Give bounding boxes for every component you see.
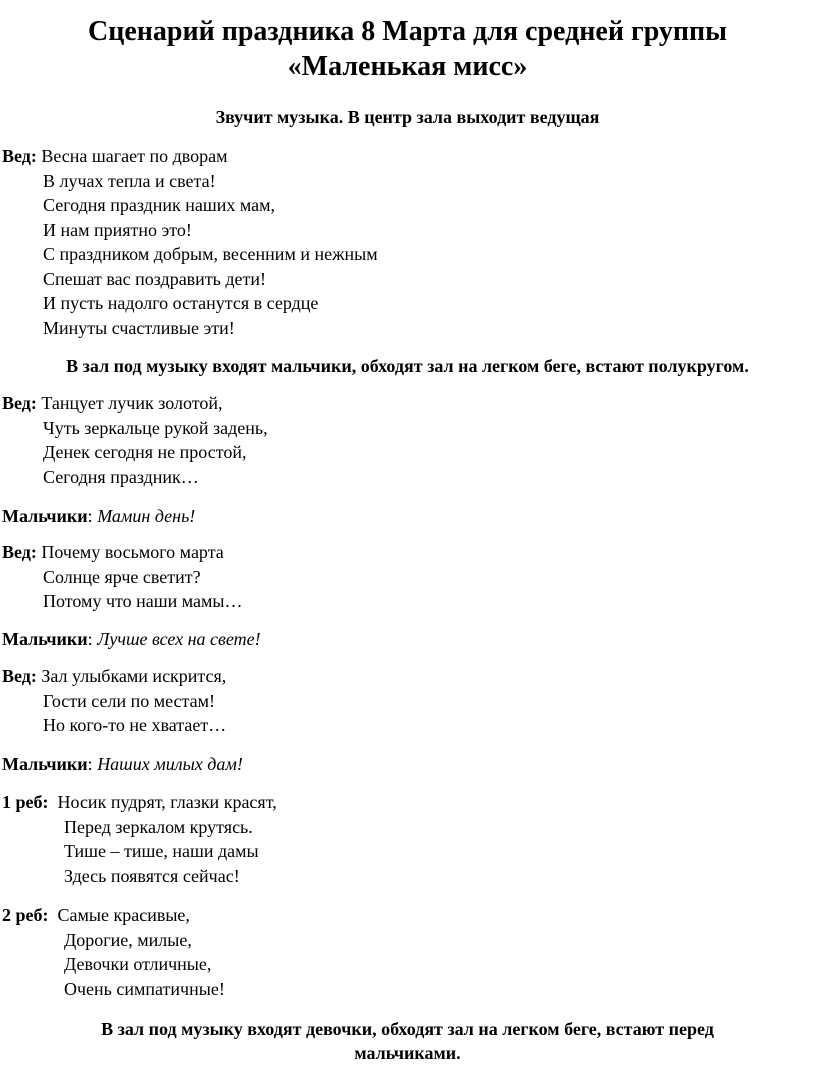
reply-line: Лучше всех на свете! — [97, 629, 261, 649]
verse-line: Перед зеркалом крутясь. — [64, 816, 253, 837]
stage-direction-line: мальчиками. — [354, 1043, 461, 1063]
stage-direction-line: В зал под музыку входят девочки, обходят зал на легком беге, встают перед — [101, 1019, 714, 1039]
speaker-label: Мальчики — [2, 754, 88, 774]
verse-line: Самые красивые, — [57, 905, 190, 925]
title-line-2: «Маленькая мисс» — [287, 51, 528, 82]
stage-direction-2: В зал под музыку входят мальчики, обходят зал на легком беге, встают полукругом. — [66, 356, 749, 376]
speaker-label: 1 реб: — [2, 792, 49, 812]
speaker-label: Вед: — [2, 542, 37, 562]
verse-line: Танцует лучик золотой, — [41, 393, 223, 413]
speaker-label: Вед: — [2, 393, 37, 413]
stage-direction-1: Звучит музыка. В центр зала выходит ведущая — [215, 107, 600, 127]
verse-block-6 — [2, 903, 225, 1001]
verse-line: С праздником добрым, весенним и нежным — [43, 244, 378, 264]
reply-colon: : — [87, 506, 93, 526]
verse-line: И пусть надолго останутся в сердце — [43, 293, 319, 313]
verse-line: Зал улыбками искрится, — [41, 666, 227, 686]
speaker-label: Вед: — [2, 666, 37, 686]
verse-line: Тише – тише, наши дамы — [64, 841, 259, 861]
speaker-label: Мальчики — [2, 506, 88, 526]
stage-direction-3 — [0, 1017, 815, 1065]
verse-line: И нам приятно это! — [43, 219, 192, 240]
verse-block-4 — [2, 664, 226, 738]
verse-line: Очень симпатичные! — [64, 978, 225, 999]
verse-line: Потому что наши мамы… — [43, 591, 243, 611]
reply-block-1 — [2, 504, 195, 529]
verse-line: Солнце ярче светит? — [43, 566, 201, 587]
reply-block-2 — [2, 627, 261, 652]
verse-line: Дорогие, милые, — [64, 929, 192, 950]
verse-block-1 — [2, 144, 378, 340]
speaker-label: Вед: — [2, 146, 37, 166]
verse-line: Почему восьмого марта — [41, 542, 224, 562]
verse-block-5 — [2, 790, 277, 888]
verse-block-3 — [2, 540, 242, 614]
page-title — [0, 14, 815, 84]
speaker-label: Мальчики — [2, 629, 88, 649]
verse-line: Сегодня праздник… — [43, 466, 199, 487]
verse-line: Девочки отличные, — [64, 954, 212, 974]
reply-block-3 — [2, 752, 243, 777]
verse-block-2 — [2, 391, 268, 489]
verse-line: Минуты счастливые эти! — [43, 317, 235, 338]
verse-line: Спешат вас поздравить дети! — [43, 268, 267, 289]
speaker-label: 2 реб: — [2, 905, 49, 925]
verse-line: Но кого-то не хватает… — [43, 715, 227, 735]
verse-line: Сегодня праздник наших мам, — [43, 195, 276, 215]
verse-line: Весна шагает по дворам — [41, 146, 228, 166]
title-line-1: Сценарий праздника 8 Марта для средней группы — [87, 16, 728, 47]
verse-line: Носик пудрят, глазки красят, — [57, 792, 277, 812]
reply-line: Мамин день! — [97, 506, 196, 526]
reply-colon: : — [87, 754, 93, 774]
verse-line: Денек сегодня не простой, — [43, 442, 247, 462]
reply-line: Наших милых дам! — [97, 754, 243, 774]
reply-colon: : — [87, 629, 93, 649]
verse-line: В лучах тепла и света! — [43, 170, 216, 191]
verse-line: Гости сели по местам! — [43, 690, 215, 711]
verse-line: Чуть зеркальце рукой задень, — [43, 417, 268, 438]
verse-line: Здесь появятся сейчас! — [64, 865, 240, 886]
